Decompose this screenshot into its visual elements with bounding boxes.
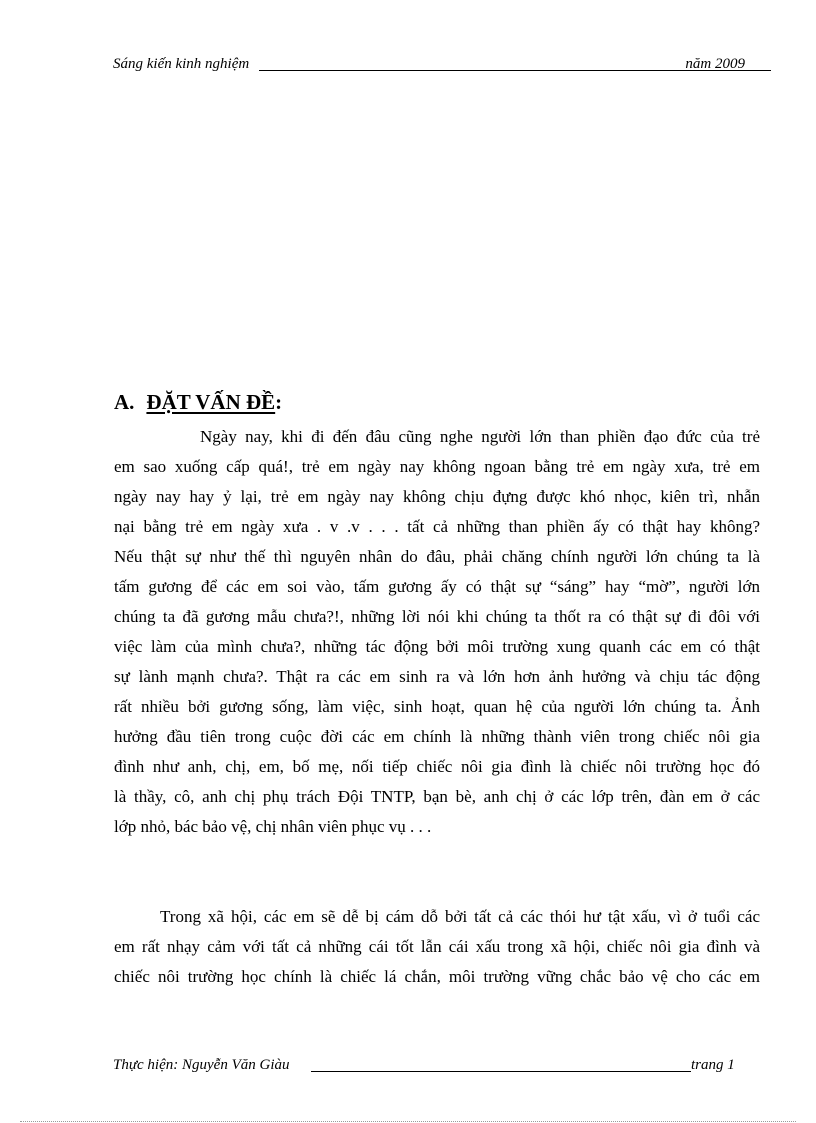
paragraph-line: sự lành mạnh chưa?. Thật ra các em sinh ra và lớn hơn ảnh hưởng và chịu tác động bbox=[114, 667, 760, 686]
section-number: A. bbox=[114, 390, 135, 414]
paragraph-line: chúng ta đã gương mẫu chưa?!, những lời nói khi chúng ta thốt ra có thật sự đi đôi với bbox=[114, 607, 760, 626]
page-boundary-dotted-line bbox=[20, 1121, 796, 1122]
header-year: năm 2009 bbox=[685, 56, 745, 72]
paragraph-line: là thầy, cô, anh chị phụ trách Đội TNTP, bạn bè, anh chị ở các lớp trên, đàn em ở các bbox=[114, 787, 760, 806]
paragraph-line: đình như anh, chị, em, bố mẹ, nối tiếp chiếc nôi gia đình là chiếc nôi trường học đó bbox=[114, 757, 760, 776]
footer-page-number: trang 1 bbox=[691, 1057, 735, 1073]
paragraph-line: em sao xuống cấp quá!, trẻ em ngày nay không ngoan bằng trẻ em ngày xưa, trẻ em bbox=[114, 457, 760, 476]
paragraph-line: nại bằng trẻ em ngày xưa . v .v . . . tất cả những than phiền ấy có thật hay không? bbox=[114, 517, 760, 536]
header-document-type: Sáng kiến kinh nghiệm bbox=[113, 56, 250, 72]
section-title: ĐẶT VẤN ĐỀ bbox=[146, 390, 276, 414]
paragraph-line: lớp nhỏ, bác bảo vệ, chị nhân viên phục vụ . . . bbox=[114, 817, 432, 836]
paragraph-line: hưởng đầu tiên trong cuộc đời các em chính là những thành viên trong chiếc nôi gia bbox=[114, 727, 760, 746]
footer-rule bbox=[311, 1071, 691, 1072]
paragraph-line: Trong xã hội, các em sẽ dễ bị cám dỗ bởi tất cả các thói hư tật xấu, vì ở tuổi các bbox=[160, 907, 760, 926]
paragraph-line: Nếu thật sự như thế thì nguyên nhân do đâu, phải chăng chính người lớn chúng ta là bbox=[114, 547, 760, 566]
paragraph-line: rất nhiều bởi gương sống, làm việc, sinh hoạt, quan hệ của người lớn chúng ta. Ảnh bbox=[114, 697, 760, 716]
paragraph-line: em rất nhạy cảm với tất cả những cái tốt lẫn cái xấu trong xã hội, chiếc nôi gia đình và bbox=[114, 937, 760, 956]
paragraph-line: ngày nay hay ỷ lại, trẻ em ngày nay không chịu đựng được khó nhọc, kiên trì, nhẫn bbox=[114, 487, 760, 506]
page-header bbox=[113, 52, 745, 76]
footer-author: Thực hiện: Nguyễn Văn Giàu bbox=[113, 1057, 290, 1073]
section-heading bbox=[114, 388, 282, 416]
section-colon: : bbox=[275, 390, 283, 414]
paragraph-line: chiếc nôi trường học chính là chiếc lá chắn, môi trường vững chắc bảo vệ cho các em bbox=[114, 967, 760, 986]
paragraph-line: việc làm của mình chưa?, những tác động bởi môi trường xung quanh các em có thật bbox=[114, 637, 760, 656]
paragraph-line: tấm gương để các em soi vào, tấm gương ấy có thật sự “sáng” hay “mờ”, người lớn bbox=[114, 577, 760, 596]
paragraph-line: Ngày nay, khi đi đến đâu cũng nghe người lớn than phiền đạo đức của trẻ bbox=[200, 427, 760, 446]
page-footer bbox=[113, 1053, 745, 1077]
